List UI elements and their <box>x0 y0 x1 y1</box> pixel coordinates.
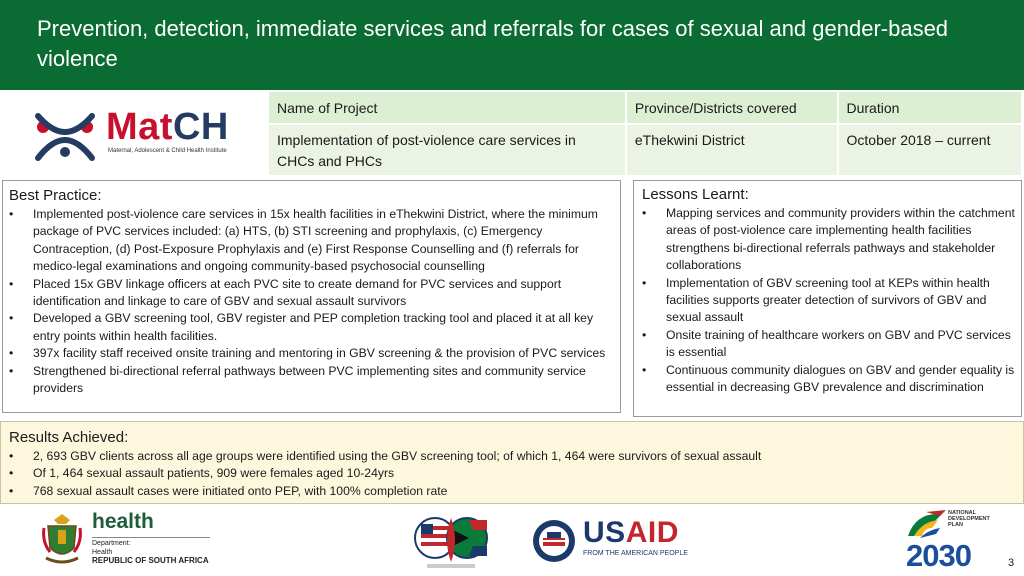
header-project-name: Name of Project <box>268 91 626 124</box>
page-title: Prevention, detection, immediate services and referrals for cases of sexual and gender-based violence <box>37 16 949 71</box>
health-divider <box>92 537 210 538</box>
ribbon-flags-icon <box>413 510 489 572</box>
list-item: • 768 sexual assault cases were initiated onto PEP, with 100% completion rate <box>33 483 1017 500</box>
health-department-logo <box>40 508 220 570</box>
list-item: • Strengthened bi-directional referral pathways between PVC implementing sites and community service providers <box>33 363 614 398</box>
best-practice-panel <box>2 180 621 413</box>
us-sa-partnership-logo <box>413 510 489 572</box>
health-wordmark: health <box>92 510 154 533</box>
health-line-department: Department: <box>92 540 131 547</box>
project-table-header-row <box>268 91 1022 124</box>
cell-project-name: Implementation of post-violence care services in CHCs and PHCs <box>268 124 626 176</box>
usaid-wordmark <box>583 516 679 550</box>
cell-duration: October 2018 – current <box>838 124 1023 176</box>
usaid-tagline: FROM THE AMERICAN PEOPLE <box>583 550 688 557</box>
match-tagline: Maternal, Adolescent & Child Health Institute <box>108 148 227 154</box>
project-table-row <box>268 124 1022 176</box>
results-achieved-title: Results Achieved: <box>9 429 129 446</box>
lessons-learnt-panel <box>633 180 1022 417</box>
list-item: • Implemented post-violence care services in 15x health facilities in eThekwini District, where the minimum package of PVC services included: (a) HTS, (b) STI screening and prophylaxis, (c) Emergency Contraception, (d) Post-Exposure Prophylaxis and (e) First Response Counselling and (f) referrals for medico-legal examinations and ongoing community-based psychosocial counselling <box>33 206 614 276</box>
ndp-label <box>948 510 990 528</box>
list-item: • Continuous community dialogues on GBV and gender equality is essential in decreasing GBV prevalence and discrimination <box>666 362 1015 397</box>
partner-logos <box>0 506 1024 576</box>
ndp-flag-swoosh-icon <box>904 508 948 540</box>
results-achieved-panel <box>0 421 1024 504</box>
usaid-logo <box>531 516 691 566</box>
lessons-learnt-list <box>634 204 1021 396</box>
usaid-wordmark-a: US <box>583 516 626 549</box>
list-item: • 397x facility staff received onsite training and mentoring in GBV screening & the provision of PVC services <box>33 345 614 362</box>
match-wordmark-a: Mat <box>106 106 173 148</box>
health-department-text <box>92 540 209 567</box>
match-wordmark-b: CH <box>172 106 229 148</box>
list-item: • Of 1, 464 sexual assault patients, 909 were females aged 10-24yrs <box>33 465 1017 482</box>
match-wordmark <box>106 106 229 149</box>
page-number: 3 <box>1008 557 1015 569</box>
coat-of-arms-icon <box>40 512 84 566</box>
list-item: • Developed a GBV screening tool, GBV register and PEP completion tracking tool and placed it at all key entry points within health facilities. <box>33 310 614 345</box>
list-item: • Placed 15x GBV linkage officers at each PVC site to create demand for PVC services and support identification and linkage to care of GBV and sexual assault survivors <box>33 276 614 311</box>
usaid-seal-icon <box>531 518 577 564</box>
list-item: • Implementation of GBV screening tool at KEPs within health facilities supports greater detection of survivors of GBV and sexual assault <box>666 275 1015 327</box>
ndp-2030-logo <box>904 508 994 572</box>
usaid-wordmark-b: AID <box>625 516 679 549</box>
list-item: • 2, 693 GBV clients across all age groups were identified using the GBV screening tool; of which 1, 464 were survivors of sexual assault <box>33 448 1017 465</box>
match-logo <box>32 104 242 168</box>
ndp-line-development: DEVELOPMENT <box>948 516 990 522</box>
ndp-line-national: NATIONAL <box>948 510 977 516</box>
list-item: • Mapping services and community providers within the catchment areas of post-violence care implementing health facilities strengthens bi-directional referrals pathways and stakeholder collaborations <box>666 205 1015 275</box>
ndp-line-plan: PLAN <box>948 522 963 528</box>
health-line-republic: REPUBLIC OF SOUTH AFRICA <box>92 556 209 565</box>
match-emblem-icon <box>32 106 98 166</box>
cell-province-districts: eThekwini District <box>626 124 838 176</box>
list-item: • Onsite training of healthcare workers on GBV and PVC services is essential <box>666 327 1015 362</box>
header-duration: Duration <box>838 91 1023 124</box>
header-province-districts: Province/Districts covered <box>626 91 838 124</box>
title-bar <box>0 0 1024 90</box>
health-line-health: Health <box>92 548 113 556</box>
best-practice-list <box>3 205 620 397</box>
project-table <box>267 90 1023 177</box>
best-practice-title: Best Practice: <box>9 187 102 204</box>
results-achieved-list <box>1 447 1023 500</box>
ndp-year: 2030 <box>906 538 971 573</box>
lessons-learnt-title: Lessons Learnt: <box>642 186 749 203</box>
